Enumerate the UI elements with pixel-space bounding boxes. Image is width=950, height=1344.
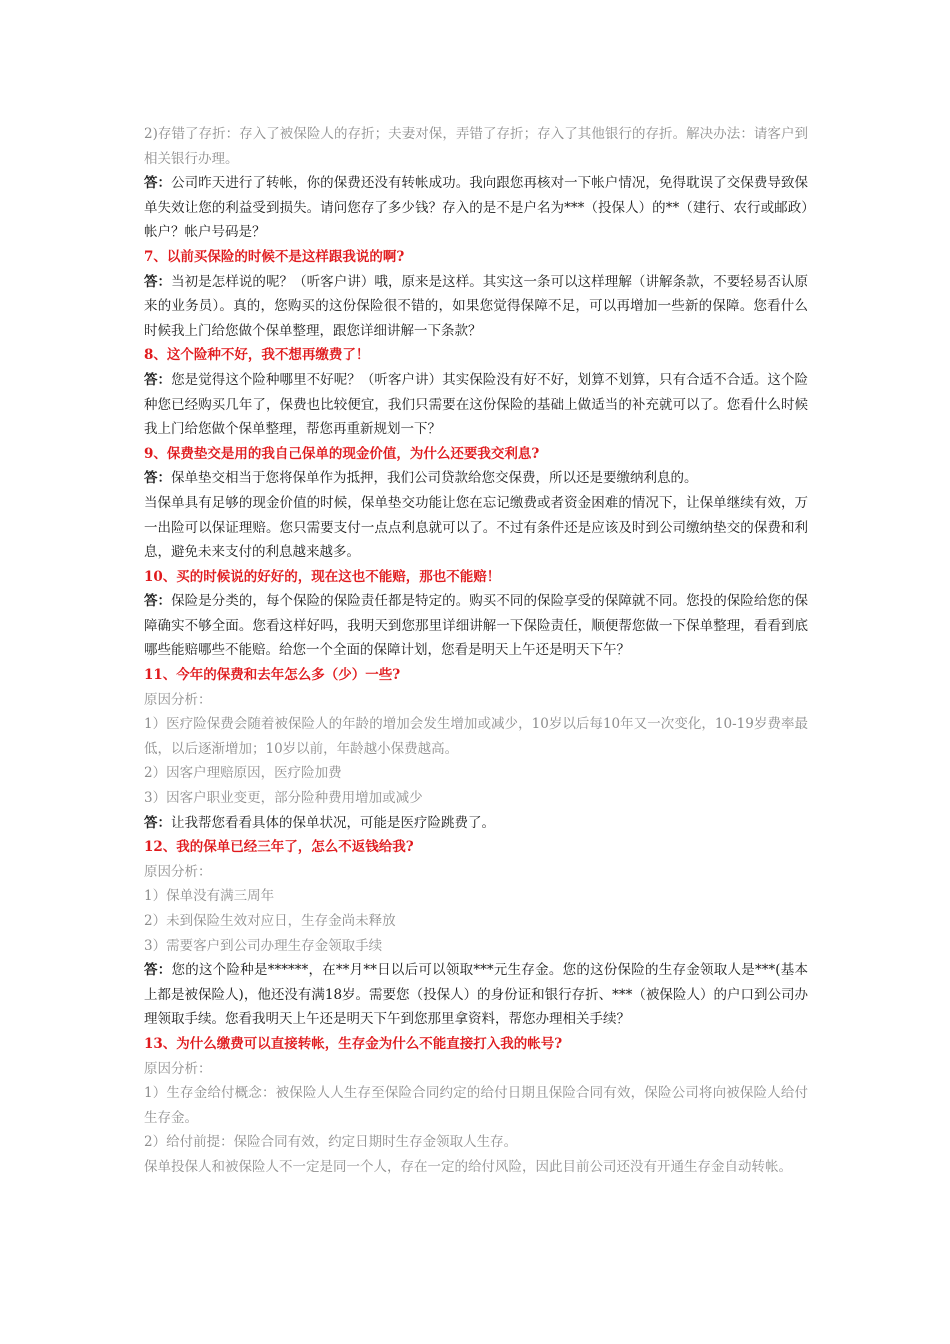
reason-11-2: 2）因客户理赔原因，医疗险加费 [144, 765, 342, 782]
reason-label: 原因分析： [144, 863, 212, 880]
answer-text: 保险是分类的，每个保险的保险责任都是特定的。购买不同的保险享受的保障就不同。您投的保险给您的保障确实不够全面。您看这样好吗，我明天到您那里详细讲解一下保险责任，顺便帮您做一下保单整理，看看到底哪些能赔哪些不能赔。给您一个全面的保障计划，您看是明天上午还是明天下午？ [144, 593, 809, 659]
question-13: 13、为什么缴费可以直接转帐，生存金为什么不能直接打入我的帐号? [144, 1035, 563, 1052]
answer-text: 您的这个险种是******，在**月**日以后可以领取***元生存金。您的这份保险的生存金领取人是***(基本上都是被保险人)，他还没有满18岁。需要您（投保人）的身份证和银行存折、***（被保险人）的户口到公司办理领取手续。您看我明天上午还是明天下午到您那里拿资料，帮您办理相关手续？ [144, 962, 808, 1028]
question-11: 11、今年的保费和去年怎么多（少）一些? [144, 667, 401, 684]
question-7: 7、以前买保险的时候不是这样跟我说的啊? [144, 248, 405, 265]
question-12: 12、我的保单已经三年了，怎么不返钱给我? [144, 839, 414, 856]
answer-12 [144, 958, 808, 1032]
reason-12-2: 2）未到保险生效对应日，生存金尚未释放 [144, 913, 396, 929]
answer-11 [144, 811, 808, 836]
reason-13-1: 1）生存金给付概念：被保险人人生存至保险合同约定的给付日期且保险合同有效，保险公司将向被保险人给付生存金。 [144, 1085, 808, 1126]
answer-text: 保单垫交相当于您将保单作为抵押，我们公司贷款给您交保费，所以还是要缴纳利息的。 [171, 470, 698, 487]
answer-10 [144, 589, 808, 663]
answer-label: 答： [144, 814, 171, 831]
answer-9 [144, 466, 808, 491]
reason-11-1: 1）医疗险保费会随着被保险人的年龄的增加会发生增加或减少，10岁以后每10年又一次变化，10-19岁费率最低，以后逐渐增加；10岁以前，年龄越小保费越高。 [144, 716, 808, 757]
answer-text: 让我帮您看看具体的保单状况，可能是医疗险跳费了。 [171, 814, 495, 831]
answer-label: 答： [144, 175, 172, 192]
document-page [144, 122, 808, 1180]
answer-label: 答： [144, 371, 172, 388]
answer-label: 答： [144, 273, 172, 290]
reason-11-3: 3）因客户职业变更，部分险种费用增加或减少 [144, 790, 423, 807]
answer-text: 公司昨天进行了转帐，你的保费还没有转帐成功。我向跟您再核对一下帐户情况，免得耽误了交保费导致保单失效让您的利益受到损失。请问您存了多少钱？存入的是不是户名为***（投保人）的**（建行、农行或邮政）帐户？帐户号码是？ [144, 175, 809, 241]
answer-text: 您是觉得这个险种哪里不好呢？（听客户讲）其实保险没有好不好，划算不划算，只有合适不合适。这个险种您已经购买几年了，保费也比较便宜，我们只需要在这份保险的基础上做适当的补充就可以了。您看什么时候我上门给您做个保单整理，帮您再重新规划一下？ [144, 371, 809, 438]
reason-13-2: 2）给付前提：保险合同有效，约定日期时生存金领取人生存。 [144, 1134, 518, 1151]
intro-paragraph: 2)存错了存折：存入了被保险人的存折；夫妻对保，弄错了存折；存入了其他银行的存折。解决办法：请客户到相关银行办理。 [144, 126, 808, 167]
answer-label: 答： [144, 470, 171, 487]
question-10: 10、买的时候说的好好的，现在这也不能赔，那也不能赔！ [144, 568, 501, 585]
reason-label: 原因分析： [144, 691, 212, 708]
answer-9-continued: 当保单具有足够的现金价值的时候，保单垫交功能让您在忘记缴费或者资金困难的情况下，让保单继续有效，万一出险可以保证理赔。您只需要支付一点点利息就可以了。不过有条件还是应该及时到公司缴纳垫交的保费和利息，避免未来支付的利息越来越多。 [144, 494, 808, 561]
reason-13-3: 保单投保人和被保险人不一定是同一个人，存在一定的给付风险，因此目前公司还没有开通生存金自动转帐。 [144, 1158, 792, 1175]
answer-label: 答： [144, 962, 172, 979]
reason-12-3: 3）需要客户到公司办理生存金领取手续 [144, 937, 383, 954]
question-8: 8、这个险种不好，我不想再缴费了！ [144, 347, 370, 364]
answer-label: 答： [144, 593, 172, 610]
answer-text: 当初是怎样说的呢？（听客户讲）哦，原来是这样。其实这一条可以这样理解（讲解条款，不要轻易否认原来的业务员）。真的，您购买的这份保险很不错的，如果您觉得保障不足，可以再增加一些新的保障。您看什么时候我上门给您做个保单整理，跟您详细讲解一下条款？ [144, 273, 809, 339]
answer-paragraph [144, 171, 808, 245]
reason-12-1: 1）保单没有满三周年 [144, 888, 275, 905]
answer-8 [144, 368, 808, 442]
answer-7 [144, 270, 808, 344]
question-9: 9、保费垫交是用的我自己保单的现金价值，为什么还要我交利息? [144, 445, 540, 462]
reason-label: 原因分析： [144, 1060, 212, 1077]
